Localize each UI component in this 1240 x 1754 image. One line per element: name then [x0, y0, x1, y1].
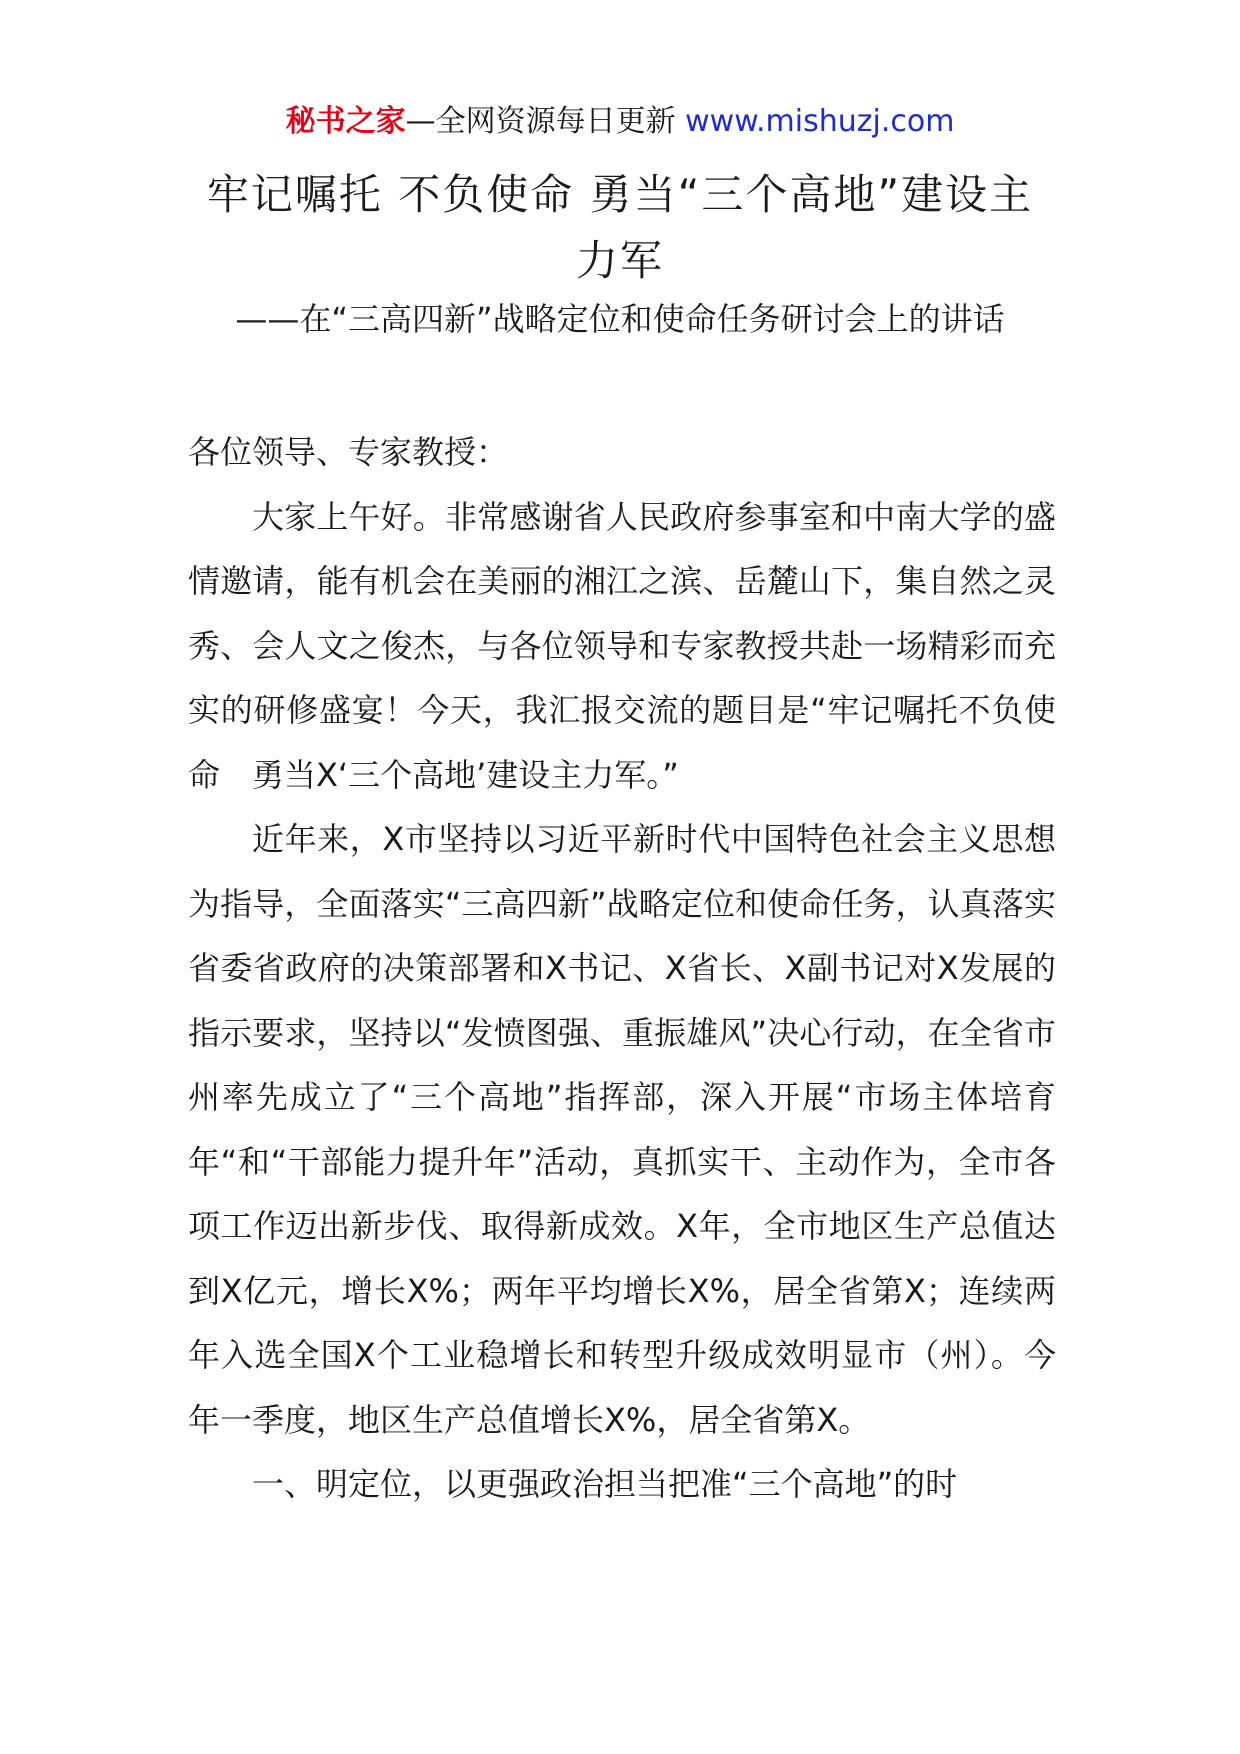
- document-title: 牢记嘱托 不负使命 勇当“三个高地”建设主力军: [206, 170, 1034, 285]
- site-header: [0, 100, 1240, 144]
- header-tagline: —全网资源每日更新: [405, 104, 686, 139]
- paragraph-opening: 大家上午好。非常感谢省人民政府参事室和中南大学的盛情邀请，能有机会在美丽的湘江之滨、岳麓山下，集自然之灵秀、会人文之俊杰，与各位领导和专家教授共赴一场精彩而充实的研修盛宴！今天，我汇报交流的题目是“牢记嘱托不负使命 勇当X‘三个高地’建设主力军。”: [188, 497, 1056, 794]
- paragraph-achievements: 近年来，X市坚持以习近平新时代中国特色社会主义思想为指导，全面落实“三高四新”战略定位和使命任务，认真落实省委省政府的决策部署和X书记、X省长、X副书记对X发展的指示要求，坚持以“发愤图强、重振雄风”决心行动，在全省市州率先成立了“三个高地”指挥部，深入开展“市场主体培育年“和“干部能力提升年”活动，真抓实干、主动作为，全市各项工作迈出新步伐、取得新成效。X年，全市地区生产总值达到X亿元，增长X%；两年平均增长X%，居全省第X；连续两年入选全国X个工业稳增长和转型升级成效明显市（州）。今年一季度，地区生产总值增长X%，居全省第X。: [188, 820, 1056, 1439]
- site-url-link[interactable]: www.mishuzj.com: [685, 104, 955, 139]
- section-heading-1: 一、明定位，以更强政治担当把准“三个高地”的时: [252, 1465, 958, 1503]
- document-body: [188, 420, 1056, 1517]
- salutation: 各位领导、专家教授：: [188, 433, 509, 471]
- brand-name: 秘书之家: [285, 104, 406, 139]
- document-subtitle: ——在“三高四新”战略定位和使命任务研讨会上的讲话: [235, 300, 1005, 338]
